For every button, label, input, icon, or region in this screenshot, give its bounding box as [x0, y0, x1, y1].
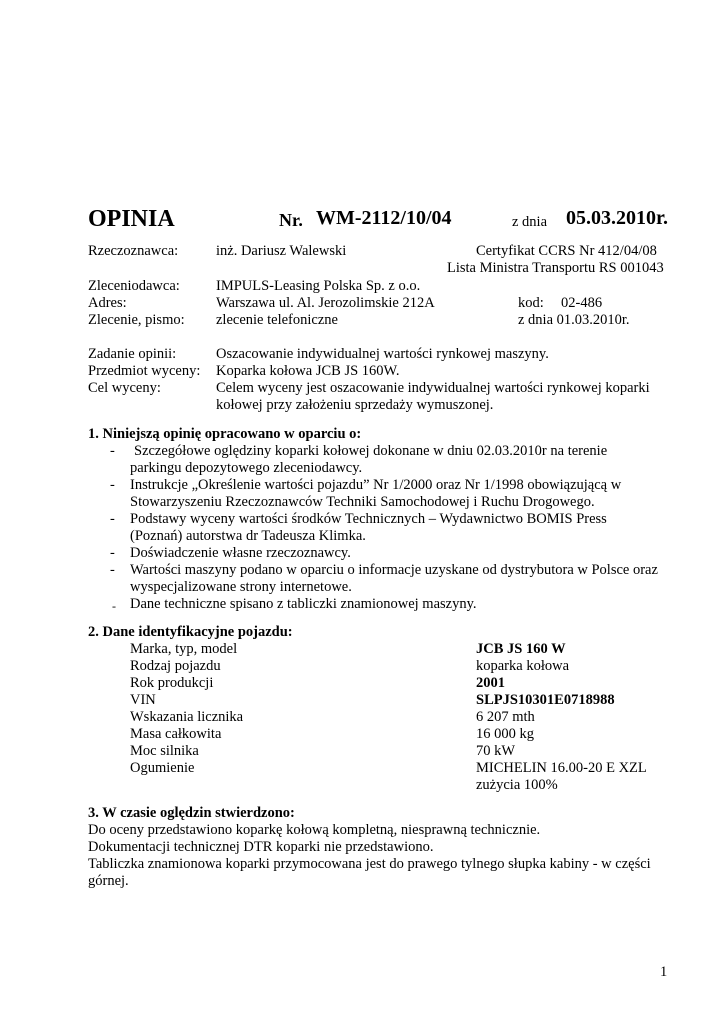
list-item-continued: parkingu depozytowego zleceniodawcy. [130, 460, 363, 476]
rzeczoznawca-value: inż. Dariusz Walewski [216, 243, 347, 259]
spec-value: 2001 [476, 675, 505, 691]
dash-bullet: - [110, 511, 115, 527]
list-item: Szczegółowe oględziny koparki kołowej dokonane w dniu 02.03.2010r na terenie [134, 443, 608, 459]
zlecenie-value: zlecenie telefoniczne [216, 312, 338, 328]
list-item: Podstawy wyceny wartości środków Technicznych – Wydawnictwo BOMIS Press [130, 511, 607, 527]
spec-value: JCB JS 160 W [476, 641, 566, 657]
kod-value: 02-486 [561, 295, 603, 311]
spec-label: Marka, typ, model [130, 641, 238, 657]
dash-bullet: - [110, 545, 115, 561]
zadanie-label: Zadanie opinii: [88, 346, 177, 362]
dash-bullet: - [110, 443, 115, 459]
spec-label: VIN [130, 692, 156, 708]
spec-value: SLPJS10301E0718988 [476, 692, 615, 708]
list-item: Dane techniczne spisano z tabliczki znamionowej maszyny. [130, 596, 477, 612]
number-label: Nr. [279, 210, 303, 230]
spec-value: MICHELIN 16.00-20 E XZL [476, 760, 647, 776]
cel-line-1: Celem wyceny jest oszacowanie indywidualnej wartości rynkowej koparki [216, 380, 650, 396]
list-item: Doświadczenie własne rzeczoznawcy. [130, 545, 351, 561]
section-3-heading: 3. W czasie oględzin stwierdzono: [88, 805, 295, 821]
spec-label: Ogumienie [130, 760, 195, 776]
list-item-continued: wyspecjalizowane strony internetowe. [130, 579, 352, 595]
section-1-heading: 1. Niniejszą opinię opracowano w oparciu o: [88, 426, 362, 442]
zadanie-value: Oszacowanie indywidualnej wartości rynkowej maszyny. [216, 346, 549, 362]
page-number: 1 [660, 964, 668, 980]
spec-label: Masa całkowita [130, 726, 222, 742]
spec-label: Wskazania licznika [130, 709, 244, 725]
spec-value: 6 207 mth [476, 709, 535, 725]
spec-label: Rok produkcji [130, 675, 214, 691]
document-title: OPINIA [88, 206, 175, 232]
cel-line-2: kołowej przy założeniu sprzedaży wymuszonej. [216, 397, 494, 413]
certificate-ccrs: Certyfikat CCRS Nr 412/04/08 [476, 243, 657, 259]
spec-label: Moc silnika [130, 743, 199, 759]
dash-bullet: - [110, 477, 115, 493]
list-item: Instrukcje „Określenie wartości pojazdu” Nr 1/2000 oraz Nr 1/1998 obowiązującą w [130, 477, 622, 493]
document-number: WM-2112/10/04 [316, 207, 452, 229]
rzeczoznawca-label: Rzeczoznawca: [88, 243, 179, 259]
finding-paragraph: Dokumentacji technicznej DTR koparki nie przedstawiono. [88, 839, 434, 855]
adres-label: Adres: [88, 295, 127, 311]
list-item-continued: Stowarzyszeniu Rzeczoznawców Techniki Samochodowej i Ruchu Drogowego. [130, 494, 595, 510]
kod-label: kod: [518, 295, 544, 311]
finding-paragraph: Do oceny przedstawiono koparkę kołową kompletną, niesprawną technicznie. [88, 822, 541, 838]
adres-value: Warszawa ul. Al. Jerozolimskie 212A [216, 295, 435, 311]
finding-paragraph-continued: górnej. [88, 873, 129, 889]
przedmiot-label: Przedmiot wyceny: [88, 363, 201, 379]
document-date: 05.03.2010r. [566, 207, 669, 229]
dash-bullet: - [112, 599, 116, 613]
zlecenie-label: Zlecenie, pismo: [88, 312, 185, 328]
zleceniodawca-label: Zleceniodawca: [88, 278, 180, 294]
list-item-continued: (Poznań) autorstwa dr Tadeusza Klimka. [130, 528, 366, 544]
spec-value: 70 kW [476, 743, 516, 759]
dash-bullet: - [110, 562, 115, 578]
finding-paragraph: Tabliczka znamionowa koparki przymocowana jest do prawego tylnego słupka kabiny - w części [88, 856, 651, 872]
zlecenie-date: z dnia 01.03.2010r. [518, 312, 630, 328]
certificate-ministry: Lista Ministra Transportu RS 001043 [447, 260, 664, 276]
spec-label: Rodzaj pojazdu [130, 658, 221, 674]
spec-value: 16 000 kg [476, 726, 534, 742]
spec-value-extra: zużycia 100% [476, 777, 558, 793]
section-2-heading: 2. Dane identyfikacyjne pojazdu: [88, 624, 293, 640]
list-item: Wartości maszyny podano w oparciu o informacje uzyskane od dystrybutora w Polsce oraz [130, 562, 658, 578]
spec-value: koparka kołowa [476, 658, 570, 674]
cel-label: Cel wyceny: [88, 380, 161, 396]
zleceniodawca-value: IMPULS-Leasing Polska Sp. z o.o. [216, 278, 421, 294]
przedmiot-value: Koparka kołowa JCB JS 160W. [216, 363, 400, 379]
date-label: z dnia [512, 214, 548, 230]
